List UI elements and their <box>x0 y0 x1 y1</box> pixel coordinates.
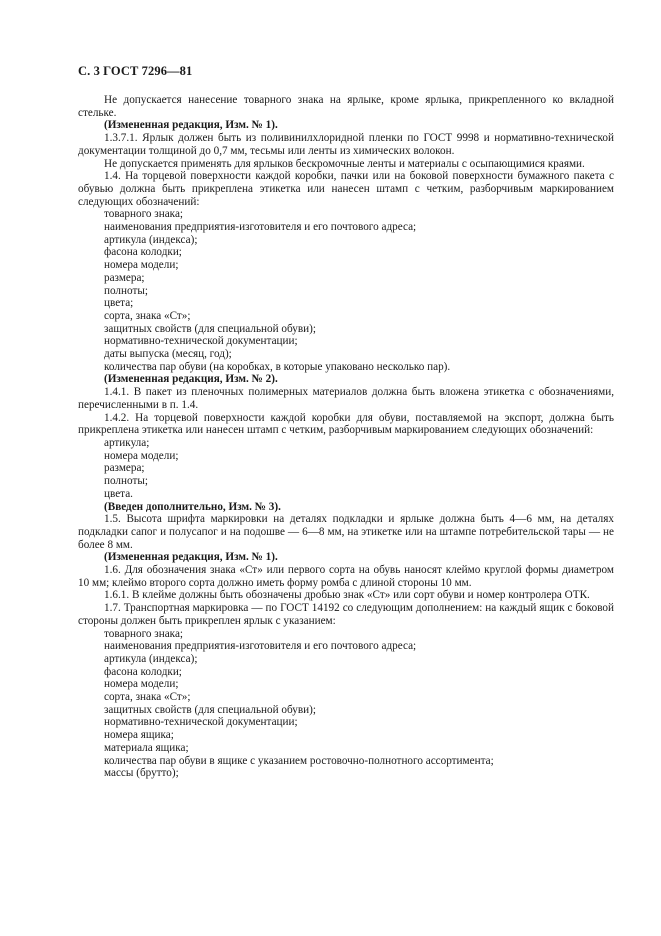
paragraph: 1.6.1. В клейме должны быть обозначены дробью знак «Ст» или сорт обуви и номер контролера ОТК. <box>104 589 590 602</box>
paragraph: 1.4.2. На торцевой поверхности каждой коробки для обуви, поставляемой на экспорт, должна быть прикреплена этикетка или нанесен штамп с четким, разборчивым маркированием следующих обозначений: <box>78 411 614 437</box>
list-item: полноты; <box>104 475 148 488</box>
paragraph: Не допускается применять для ярлыков бескромочные ленты и материалы с осыпающимися краями. <box>104 157 585 170</box>
paragraph: 1.5. Высота шрифта маркировки на деталях подкладки и ярлыке должна быть 4—6 мм, на деталях подкладки сапог и полусапог и на подошве — 6—8 мм, на этикетке или на штампе потребительской тары — не более 8 мм. <box>78 513 614 551</box>
document-body <box>78 94 614 780</box>
paragraph: 1.3.7.1. Ярлык должен быть из поливинилхлоридной пленки по ГОСТ 9998 и нормативно-технической документации толщиной до 0,7 мм, тесьмы или ленты из химических волокон. <box>78 132 614 157</box>
list-item: полноты; <box>104 284 148 297</box>
list-item: цвета; <box>104 297 134 310</box>
export-marking-list <box>78 437 614 501</box>
list-item: наименования предприятия-изготовителя и его почтового адреса; <box>104 221 417 234</box>
paragraph: 1.4. На торцевой поверхности каждой коробки, пачки или на боковой поверхности бумажного пакета с обувью должна быть прикреплена этикетка или нанесен штамп с четким, разборчивым маркированием следующих обозначений: <box>78 170 614 208</box>
revision-note: (Измененная редакция, Изм. № 1). <box>104 119 278 132</box>
list-item: нормативно-технической документации; <box>104 335 298 348</box>
list-item: номера модели; <box>104 449 179 462</box>
list-item: размера; <box>104 271 145 284</box>
list-item: нормативно-технической документации; <box>104 716 298 729</box>
list-item: даты выпуска (месяц, год); <box>104 348 232 361</box>
list-item: размера; <box>104 462 145 475</box>
list-item: сорта, знака «Ст»; <box>104 691 191 704</box>
list-item: фасона колодки; <box>104 246 182 259</box>
list-item: количества пар обуви в ящике с указанием ростовочно-полнотного ассортимента; <box>104 754 494 767</box>
list-item: товарного знака; <box>104 627 184 640</box>
list-item: цвета. <box>104 487 133 500</box>
list-item: товарного знака; <box>104 208 184 221</box>
list-item: номера ящика; <box>104 729 174 742</box>
list-item: наименования предприятия-изготовителя и его почтового адреса; <box>104 640 417 653</box>
list-item: артикула (индекса); <box>104 233 198 246</box>
list-item: номера модели; <box>104 259 179 272</box>
paragraph: 1.4.1. В пакет из пленочных полимерных материалов должна быть вложена этикетка с обозначениями, перечисленными в п. 1.4. <box>78 386 614 411</box>
list-item: артикула (индекса); <box>104 652 198 665</box>
page-header: С. 3 ГОСТ 7296—81 <box>78 64 193 78</box>
list-item: артикула; <box>104 436 150 449</box>
paragraph: Не допускается нанесение товарного знака на ярлыке, кроме ярлыка, прикрепленного ко вкладной стельке. <box>78 94 614 119</box>
list-item: фасона колодки; <box>104 665 182 678</box>
list-item: количества пар обуви (на коробках, в которые упаковано несколько пар). <box>104 360 451 373</box>
list-item: номера модели; <box>104 678 179 691</box>
list-item: материала ящика; <box>104 741 189 754</box>
marking-list <box>78 208 614 373</box>
list-item: массы (брутто); <box>104 767 179 780</box>
list-item: защитных свойств (для специальной обуви); <box>104 703 316 716</box>
list-item: сорта, знака «Ст»; <box>104 309 191 322</box>
transport-marking-list <box>78 628 614 780</box>
revision-note: (Измененная редакция, Изм. № 1). <box>104 551 278 564</box>
revision-note: (Введен дополнительно, Изм. № 3). <box>104 500 281 513</box>
revision-note: (Измененная редакция, Изм. № 2). <box>104 373 278 386</box>
paragraph: 1.7. Транспортная маркировка — по ГОСТ 14192 со следующим дополнением: на каждый ящик с боковой стороны должен быть прикреплен ярлык с указанием: <box>78 602 614 627</box>
list-item: защитных свойств (для специальной обуви); <box>104 322 316 335</box>
paragraph: 1.6. Для обозначения знака «Ст» или первого сорта на обувь наносят клеймо круглой формы диаметром 10 мм; клеймо второго сорта должно иметь форму ромба с длиной стороны 10 мм. <box>78 564 614 589</box>
